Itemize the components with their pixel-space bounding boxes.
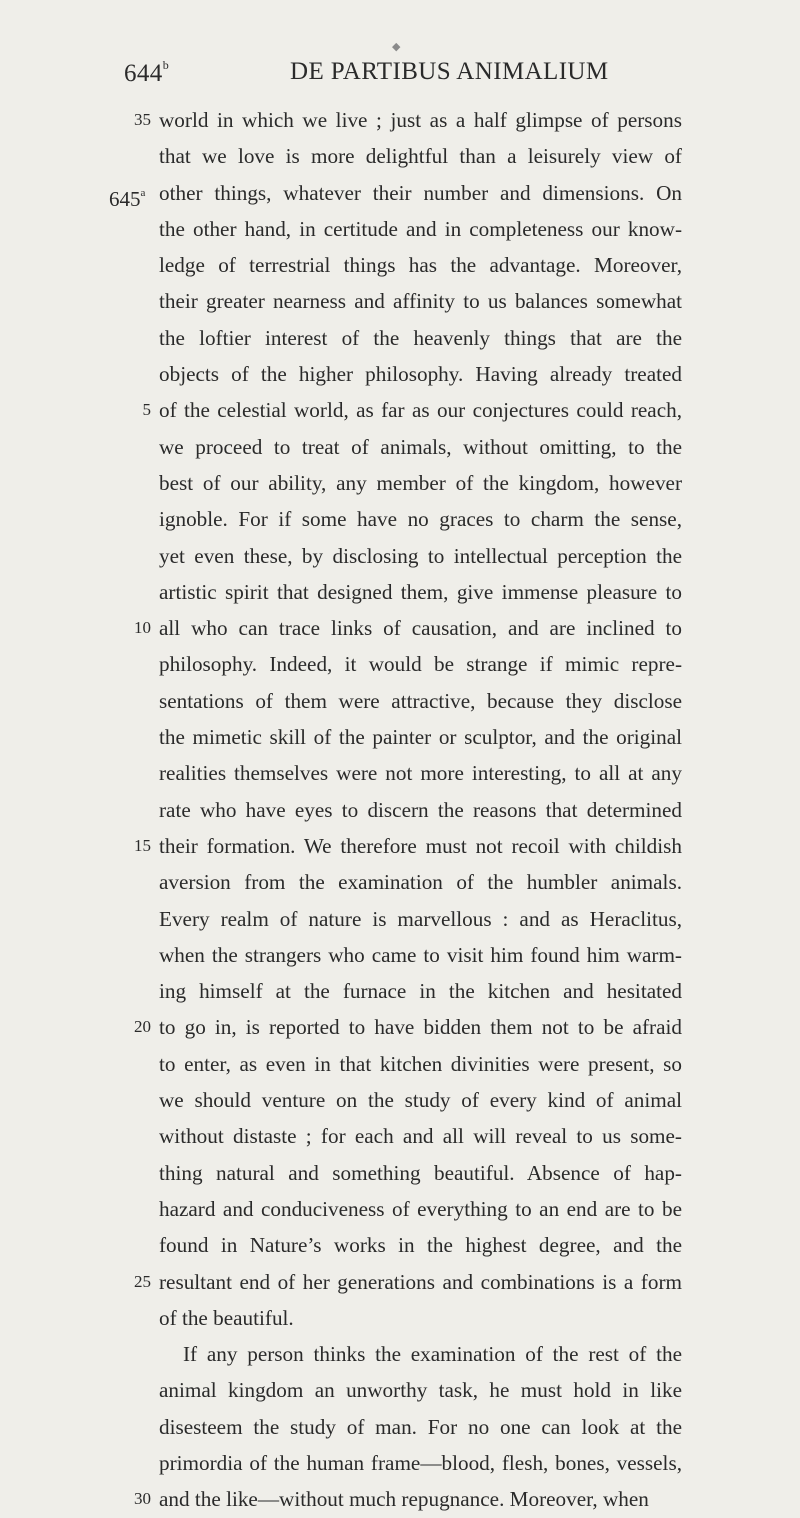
text-line: [159, 138, 682, 174]
line-text: best of our ability, any member of the kingdom, however: [159, 470, 682, 495]
line-text: artistic spirit that designed them, give immense pleasure to: [159, 579, 682, 604]
text-line: [159, 1046, 682, 1082]
text-line: [109, 175, 682, 211]
line-text: we proceed to treat of animals, without omitting, to the: [159, 434, 682, 459]
text-line: [134, 1009, 682, 1045]
text-line: [159, 574, 682, 610]
line-text: disesteem the study of man. For no one can look at the: [159, 1414, 682, 1439]
text-line: [159, 1191, 682, 1227]
line-text: when the strangers who came to visit him found him warm-: [159, 942, 682, 967]
text-line: [159, 755, 682, 791]
line-text: that we love is more delightful than a leisurely view of: [159, 144, 682, 169]
line-text: their formation. We therefore must not recoil with childish: [159, 833, 682, 858]
line-text: ledge of terrestrial things has the advantage. Moreover,: [159, 253, 682, 278]
text-line: [159, 937, 682, 973]
text-line: [134, 102, 682, 138]
text-line: [134, 1481, 682, 1517]
line-text: and the like—without much repugnance. Moreover, when: [159, 1487, 649, 1512]
line-text: ignoble. For if some have no graces to charm the sense,: [159, 507, 682, 532]
text-line: [159, 356, 682, 392]
line-text: of the celestial world, as far as our conjectures could reach,: [159, 398, 682, 423]
page-header: [124, 58, 684, 98]
text-line: [159, 719, 682, 755]
line-text: primordia of the human frame—blood, flesh, bones, vessels,: [159, 1450, 682, 1475]
line-text: thing natural and something beautiful. Absence of hap-: [159, 1160, 682, 1185]
line-text: animal kingdom an unworthy task, he must hold in like: [159, 1378, 682, 1403]
line-number: 25: [134, 1271, 151, 1291]
text-line: [159, 1082, 682, 1118]
text-line: [159, 429, 682, 465]
line-text: objects of the higher philosophy. Having already treated: [159, 362, 682, 387]
text-line: [134, 1264, 682, 1300]
line-number: 10: [134, 618, 151, 638]
line-text: resultant end of her generations and combinations is a form: [159, 1269, 682, 1294]
text-line: [159, 901, 682, 937]
text-line: [159, 211, 682, 247]
line-number: 5: [142, 400, 151, 420]
line-text: If any person thinks the examination of the rest of the: [183, 1342, 682, 1367]
text-line: [159, 1372, 682, 1408]
text-line: [159, 792, 682, 828]
text-line: [159, 283, 682, 319]
text-line: [159, 465, 682, 501]
line-text: rate who have eyes to discern the reasons that determined: [159, 797, 682, 822]
line-text: Every realm of nature is marvellous : and as Heraclitus,: [159, 906, 682, 931]
line-text: world in which we live ; just as a half glimpse of persons: [159, 108, 682, 132]
text-line: [159, 538, 682, 574]
line-text: without distaste ; for each and all will reveal to us some-: [159, 1124, 682, 1149]
line-text: the loftier interest of the heavenly things that are the: [159, 325, 682, 350]
text-line: [159, 247, 682, 283]
line-text: their greater nearness and affinity to us balances somewhat: [159, 289, 682, 314]
line-number: 30: [134, 1489, 151, 1509]
text-line: [159, 646, 682, 682]
text-line: [159, 1409, 682, 1445]
text-line: [134, 828, 682, 864]
text-line: [159, 501, 682, 537]
line-text: to go in, is reported to have bidden them not to be afraid: [159, 1015, 682, 1040]
text-line: [134, 610, 682, 646]
line-text: philosophy. Indeed, it would be strange if mimic repre-: [159, 652, 682, 677]
text-line: [159, 1155, 682, 1191]
text-line: [159, 1300, 682, 1336]
line-text: of the beautiful.: [159, 1305, 294, 1330]
line-text: yet even these, by disclosing to intellectual perception the: [159, 543, 682, 568]
line-text: realities themselves were not more interesting, to all at any: [159, 761, 682, 786]
text-line: [159, 864, 682, 900]
text-line: [159, 1445, 682, 1481]
line-text: ing himself at the furnace in the kitchen and hesitated: [159, 979, 682, 1004]
text-line: [159, 1227, 682, 1263]
body-text: [109, 102, 682, 1518]
page-number: 644$^b$: [124, 58, 170, 87]
line-number: 35: [134, 110, 151, 129]
line-text: the mimetic skill of the painter or sculptor, and the original: [159, 725, 682, 750]
text-line: [159, 683, 682, 719]
line-number: 20: [134, 1017, 151, 1037]
bekker-marker: 645$^a$: [109, 186, 146, 211]
text-line: [159, 1118, 682, 1154]
line-text: aversion from the examination of the humbler animals.: [159, 870, 682, 895]
line-text: other things, whatever their number and dimensions. On: [159, 180, 682, 205]
line-number: 15: [134, 835, 151, 855]
text-line: [142, 392, 682, 428]
line-text: we should venture on the study of every kind of animal: [159, 1088, 682, 1113]
text-line: [159, 973, 682, 1009]
ornament-mark: ◆: [392, 41, 401, 53]
line-text: sentations of them were attractive, because they disclose: [159, 688, 682, 713]
line-text: to enter, as even in that kitchen divinities were present, so: [159, 1051, 682, 1076]
running-title: DE PARTIBUS ANIMALIUM: [290, 58, 609, 85]
text-line: [159, 320, 682, 356]
line-text: found in Nature’s works in the highest degree, and the: [159, 1233, 682, 1258]
line-text: all who can trace links of causation, and are inclined to: [159, 616, 682, 641]
line-text: hazard and conduciveness of everything to an end are to be: [159, 1196, 682, 1221]
line-text: the other hand, in certitude and in completeness our know-: [159, 216, 682, 241]
text-line: [159, 1336, 682, 1372]
